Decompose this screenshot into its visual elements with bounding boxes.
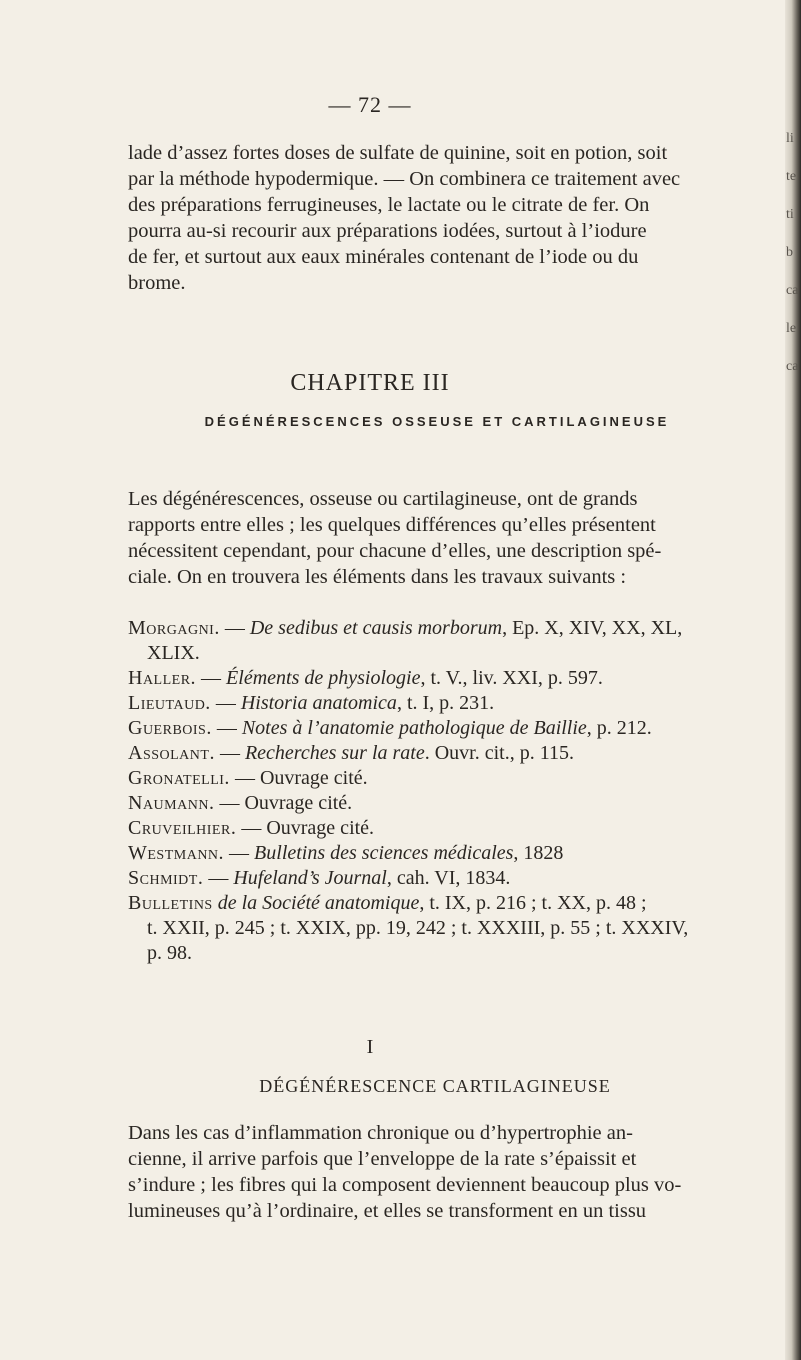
reference-title: Éléments de physiologie	[226, 667, 421, 689]
text-line: des préparations ferrugineuses, le lactate ou le citrate de fer. On	[128, 194, 650, 216]
reference-entry	[128, 666, 753, 691]
reference-entry	[128, 716, 753, 741]
text-line: ciale. On en trouvera les éléments dans les travaux suivants :	[128, 566, 627, 588]
reference-entry	[128, 616, 753, 641]
reference-entry	[128, 691, 753, 716]
reference-text: —	[196, 667, 227, 689]
reference-text: XLIX.	[147, 642, 200, 664]
intro-paragraph	[128, 140, 746, 296]
chapter-intro-paragraph	[128, 486, 746, 590]
reference-text: —	[224, 842, 255, 864]
text-line: lumineuses qu’à l’ordinaire, et elles se transforment en un tissu	[128, 1200, 647, 1222]
reference-details: , p. 212.	[586, 717, 652, 739]
reference-author: Westmann.	[128, 842, 225, 864]
reference-title: Recherches sur la rate	[244, 742, 425, 764]
reference-entry	[128, 941, 753, 966]
reference-entry	[128, 891, 753, 916]
text-line: de fer, et surtout aux eaux minérales contenant de l’iode ou du	[128, 246, 639, 268]
edge-fragment: le	[786, 321, 797, 336]
section-paragraph	[128, 1120, 746, 1224]
reference-text: —	[210, 692, 241, 714]
reference-text: p. 98.	[147, 942, 192, 964]
section-title: DÉGÉNÉRESCENCE CARTILAGINEUSE	[259, 1076, 611, 1096]
reference-author: Cruveilhier.	[128, 817, 237, 839]
reference-title: Notes à l’anatomie pathologique de Baillie	[241, 717, 587, 739]
reference-author: Assolant.	[128, 742, 215, 764]
reference-text: —	[214, 742, 245, 764]
reference-details: , cah. VI, 1834.	[386, 867, 511, 889]
edge-fragment: ca	[786, 359, 799, 374]
text-line: nécessitent cependant, pour chacune d’elles, une description spé-	[128, 540, 662, 562]
reference-title: Bulletins des sciences médicales	[254, 842, 514, 864]
reference-author: Haller.	[128, 667, 197, 689]
adjacent-page-edge	[785, 0, 801, 1360]
reference-details: . Ouvr. cit., p. 115.	[424, 742, 574, 764]
reference-details: , Ep. X, XIV, XX, XL,	[502, 617, 683, 639]
reference-entry	[128, 841, 753, 866]
reference-title: de la Société anatomique	[217, 892, 420, 914]
adjacent-page-fragments	[786, 120, 800, 386]
reference-text: —	[219, 617, 250, 639]
reference-entry	[128, 766, 753, 791]
bibliography-list	[128, 616, 753, 966]
edge-fragment: te	[786, 169, 797, 184]
edge-fragment: ca	[786, 283, 799, 298]
reference-entry	[128, 816, 753, 841]
chapter-subtitle: DÉGÉNÉRESCENCES OSSEUSE ET CARTILAGINEUSE	[204, 414, 670, 429]
text-line: s’indure ; les fibres qui la composent deviennent beaucoup plus vo-	[128, 1174, 682, 1196]
reference-entry	[128, 866, 753, 891]
reference-author: Schmidt.	[128, 867, 204, 889]
reference-entry	[128, 641, 753, 666]
reference-details: Ouvrage cité.	[259, 767, 368, 789]
edge-fragment: b	[786, 245, 793, 260]
reference-text: —	[214, 792, 245, 814]
reference-author: Lieutaud.	[128, 692, 211, 714]
reference-text: —	[229, 767, 260, 789]
chapter-title: CHAPITRE III	[290, 370, 450, 396]
text-line: brome.	[128, 272, 186, 294]
section-number: I	[366, 1036, 374, 1058]
reference-author: Gronatelli.	[128, 767, 230, 789]
reference-entry	[128, 741, 753, 766]
reference-author: Bulletins	[128, 892, 213, 914]
page-number: — 72 —	[328, 92, 412, 117]
reference-details: Ouvrage cité.	[266, 817, 375, 839]
reference-title: Historia anatomica	[240, 692, 397, 714]
reference-author: Guerbois.	[128, 717, 212, 739]
text-line: Les dégénérescences, osseuse ou cartilagineuse, ont de grands	[128, 488, 638, 510]
text-line: lade d’assez fortes doses de sulfate de quinine, soit en potion, soit	[128, 142, 668, 164]
text-line: cienne, il arrive parfois que l’enveloppe de la rate s’épaissit et	[128, 1148, 637, 1170]
text-line: par la méthode hypodermique. — On combinera ce traitement avec	[128, 168, 681, 190]
reference-details: Ouvrage cité.	[244, 792, 353, 814]
reference-details: , t. I, p. 231.	[396, 692, 495, 714]
reference-text: —	[236, 817, 267, 839]
edge-fragment: li	[786, 131, 794, 146]
reference-text: —	[203, 867, 234, 889]
reference-details: , t. V., liv. XXI, p. 597.	[420, 667, 603, 689]
reference-text: —	[211, 717, 242, 739]
reference-author: Morgagni.	[128, 617, 220, 639]
reference-entry	[128, 791, 753, 816]
text-line: pourra au‑si recourir aux préparations iodées, surtout à l’iodure	[128, 220, 647, 242]
reference-details: , 1828	[513, 842, 564, 864]
reference-title: Hufeland’s Journal	[233, 867, 387, 889]
reference-text: t. XXII, p. 245 ; t. XXIX, pp. 19, 242 ; t. XXXIII, p. 55 ; t. XXXIV,	[147, 917, 689, 939]
reference-details: , t. IX, p. 216 ; t. XX, p. 48 ;	[419, 892, 647, 914]
edge-fragment: ti	[786, 207, 794, 222]
reference-entry	[128, 916, 753, 941]
reference-title: De sedibus et causis morborum	[249, 617, 503, 639]
text-line: Dans les cas d’inflammation chronique ou d’hypertrophie an-	[128, 1122, 633, 1144]
text-line: rapports entre elles ; les quelques différences qu’elles présentent	[128, 514, 656, 536]
reference-author: Naumann.	[128, 792, 215, 814]
